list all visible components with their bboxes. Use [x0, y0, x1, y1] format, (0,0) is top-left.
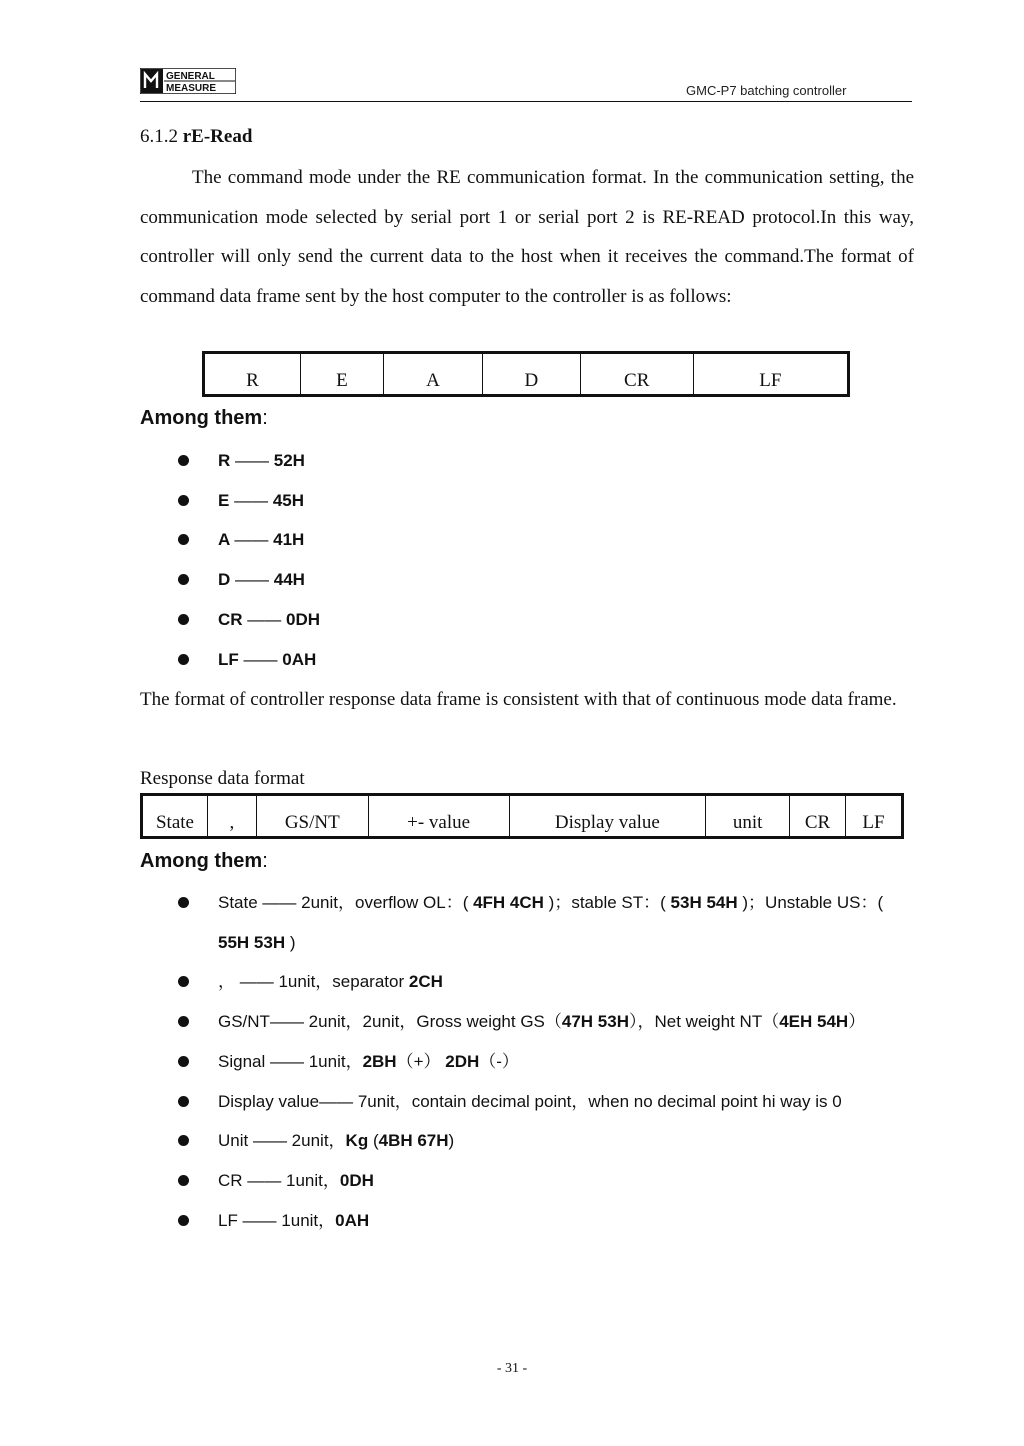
page-number: - 31 - — [496, 1361, 528, 1376]
list-item: LF —— 1unit，0AH — [140, 1201, 914, 1241]
list-item: ， —— 1unit，separator 2CH — [140, 962, 914, 1002]
bullet-icon — [178, 897, 189, 908]
bullet-icon — [178, 455, 189, 466]
header-divider — [140, 101, 912, 102]
list-item: A —— 41H — [140, 520, 914, 560]
list-item: Unit —— 2unit，Kg (4BH 67H) — [140, 1121, 914, 1161]
table-cell: A — [384, 353, 483, 396]
list-item: E —— 45H — [140, 481, 914, 521]
table-cell: E — [300, 353, 383, 396]
bullet-icon — [178, 1096, 189, 1107]
bullet-icon — [178, 495, 189, 506]
table-cell: D — [482, 353, 580, 396]
response-frame-table — [140, 793, 904, 839]
section-title — [140, 126, 252, 148]
list-item: CR —— 0DH — [140, 600, 914, 640]
table-cell: unit — [706, 795, 790, 838]
list-item: R —— 52H — [140, 441, 914, 481]
bullet-icon — [178, 1175, 189, 1186]
table-row — [142, 795, 903, 838]
bullet-icon — [178, 534, 189, 545]
table-cell: LF — [846, 795, 903, 838]
company-logo — [140, 68, 236, 94]
table-cell: R — [204, 353, 301, 396]
bullet-icon — [178, 1135, 189, 1146]
table-cell: CR — [790, 795, 846, 838]
table-cell: State — [142, 795, 208, 838]
command-code-list — [140, 441, 914, 679]
response-field-list — [140, 883, 914, 1240]
list-item: Signal —— 1unit，2BH（+） 2DH（-） — [140, 1042, 914, 1082]
list-item: GS/NT—— 2unit，2unit，Gross weight GS（47H 53H），Net weight NT（4EH 54H） — [140, 1002, 914, 1042]
bullet-icon — [178, 574, 189, 585]
table-cell: +- value — [368, 795, 509, 838]
list-item: LF —— 0AH — [140, 640, 914, 680]
table-row — [204, 353, 849, 396]
list-item: State —— 2unit，overflow OL：( 4FH 4CH )；stable ST：( 53H 54H )；Unstable US：( 55H 53H ) — [140, 883, 914, 962]
svg-text:GENERAL: GENERAL — [166, 71, 215, 82]
bullet-icon — [178, 1016, 189, 1027]
list-item: Display value—— 7unit，contain decimal point，when no decimal point hi way is 0 — [140, 1082, 914, 1122]
bullet-icon — [178, 654, 189, 665]
response-label: Response data format — [140, 768, 305, 789]
table-cell: GS/NT — [256, 795, 368, 838]
header-title: GMC-P7 batching controller — [686, 83, 847, 98]
table-cell: CR — [580, 353, 693, 396]
list-item: CR —— 1unit，0DH — [140, 1161, 914, 1201]
intro-paragraph: The command mode under the RE communication format. In the communication setting, the communication mode selected by serial port 1 or serial port 2 is RE-READ protocol.In this way, controller will only send the current data to the host when it receives the command.The format of command data frame sent by the host computer to the controller is as follows: — [140, 167, 914, 308]
section-number: 6.1.2 — [140, 126, 178, 147]
table-cell: LF — [693, 353, 848, 396]
table-cell: , — [207, 795, 256, 838]
bullet-icon — [178, 1056, 189, 1067]
bullet-icon — [178, 976, 189, 987]
svg-text:MEASURE: MEASURE — [166, 83, 217, 94]
command-frame-table — [202, 351, 850, 397]
bullet-icon — [178, 1215, 189, 1226]
section-name: rE-Read — [182, 126, 253, 147]
among-them-heading: Among them: — [140, 407, 268, 429]
table-cell: Display value — [509, 795, 706, 838]
response-paragraph: The format of controller response data frame is consistent with that of continuous mode data frame. — [140, 689, 897, 710]
list-item: D —— 44H — [140, 560, 914, 600]
among-them-heading: Among them: — [140, 850, 268, 872]
bullet-icon — [178, 614, 189, 625]
